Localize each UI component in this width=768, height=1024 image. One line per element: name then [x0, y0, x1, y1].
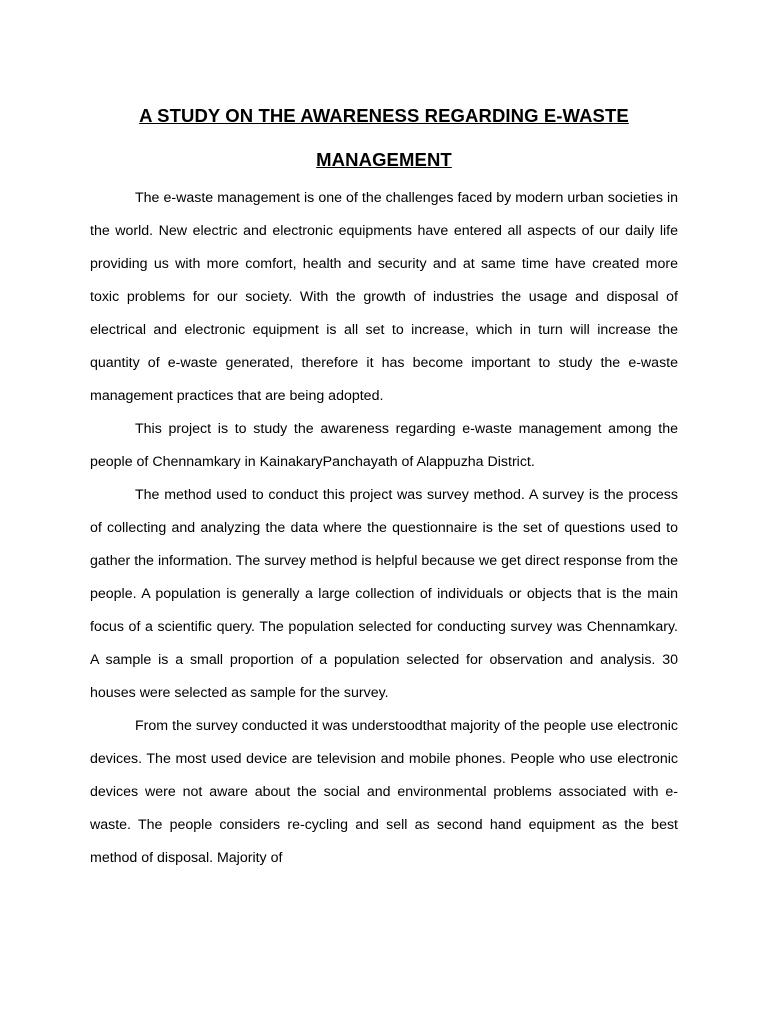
paragraph-methodology: The method used to conduct this project was survey method. A survey is the process of collecting and analyzing the data where the questionnaire is the set of questions used to gather the information. The survey method is helpful because we get direct response from the people. A population is generally a large collection of individuals or objects that is the main focus of a scientific query. The population selected for conducting survey was Chennamkary. A sample is a small proportion of a population selected for observation and analysis. 30 houses were selected as sample for the survey.	[90, 487, 678, 701]
paragraph-project-aim: This project is to study the awareness regarding e-waste management among the people of Chennamkary in KainakaryPanchayath of Alappuzha District.	[90, 421, 678, 470]
title-line-1: A STUDY ON THE AWARENESS REGARDING E-WASTE	[139, 105, 629, 126]
paragraph-introduction: The e-waste management is one of the challenges faced by modern urban societies in the world. New electric and electronic equipments have entered all aspects of our daily life providing us with more comfort, health and security and at same time have created more toxic problems for our society. With the growth of industries the usage and disposal of electrical and electronic equipment is all set to increase, which in turn will increase the quantity of e-waste generated, therefore it has become important to study the e-waste management practices that are being adopted.	[90, 190, 678, 404]
document-title	[90, 94, 678, 182]
document-page	[90, 94, 678, 875]
paragraph-findings: From the survey conducted it was understoodthat majority of the people use electronic devices. The most used device are television and mobile phones. People who use electronic devices were not aware about the social and environmental problems associated with e-waste. The people considers re-cycling and sell as second hand equipment as the best method of disposal. Majority of	[90, 718, 678, 866]
title-line-2: MANAGEMENT	[316, 149, 452, 170]
